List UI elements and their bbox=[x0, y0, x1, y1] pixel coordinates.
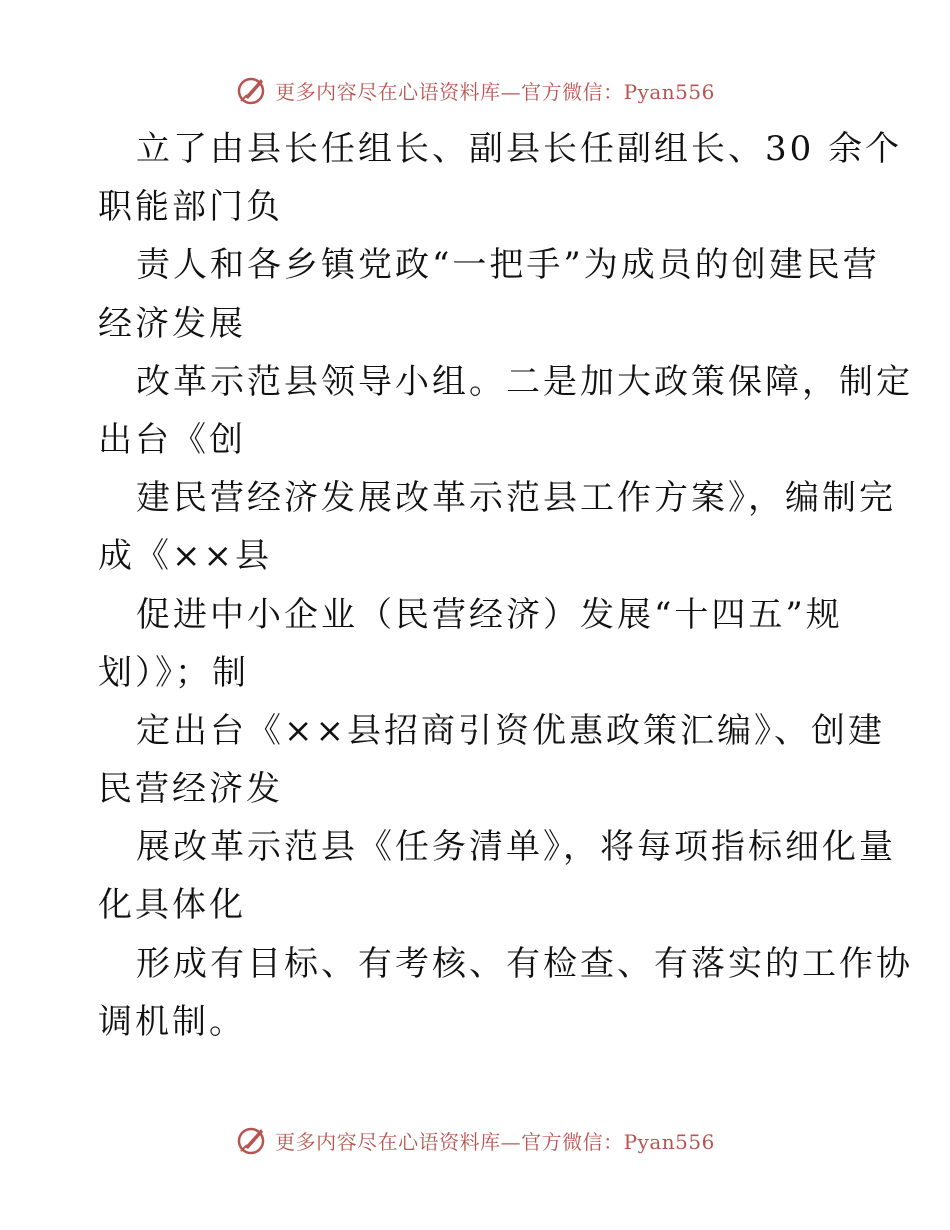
text-line: 化具体化 bbox=[98, 885, 246, 926]
text-line: 调机制。 bbox=[98, 1001, 246, 1042]
text-line: 责人和各乡镇党政“一把手”为成员的创建民营 bbox=[136, 245, 880, 286]
text-line: 职能部门负 bbox=[98, 187, 283, 228]
quill-logo-icon bbox=[235, 73, 269, 107]
text-line: 民营经济发 bbox=[98, 769, 283, 810]
footer-watermark bbox=[0, 1120, 950, 1160]
text-line: 改革示范县领导小组。二是加大政策保障，制定 bbox=[136, 361, 913, 402]
text-line: 形成有目标、有考核、有检查、有落实的工作协 bbox=[136, 943, 913, 984]
header-watermark-text: 更多内容尽在心语资料库—官方微信：Pyan556 bbox=[275, 79, 715, 104]
text-line: 促进中小企业（民营经济）发展“十四五”规 bbox=[136, 594, 843, 635]
text-line: 定出台《××县招商引资优惠政策汇编》、创建 bbox=[136, 710, 885, 751]
text-line: 划）》；制 bbox=[98, 652, 249, 693]
quill-logo-icon bbox=[235, 1123, 269, 1157]
header-watermark bbox=[0, 70, 950, 110]
text-line: 展改革示范县《任务清单》，将每项指标细化量 bbox=[136, 827, 896, 868]
text-line: 经济发展 bbox=[98, 303, 246, 344]
text-line: 成《××县 bbox=[98, 536, 272, 577]
text-line: 出台《创 bbox=[98, 419, 246, 460]
document-body bbox=[98, 120, 913, 1051]
footer-watermark-text: 更多内容尽在心语资料库—官方微信：Pyan556 bbox=[275, 1129, 715, 1154]
text-line: 立了由县长任组长、副县长任副组长、30 余个 bbox=[136, 129, 903, 169]
text-line: 建民营经济发展改革示范县工作方案》，编制完 bbox=[136, 478, 896, 519]
